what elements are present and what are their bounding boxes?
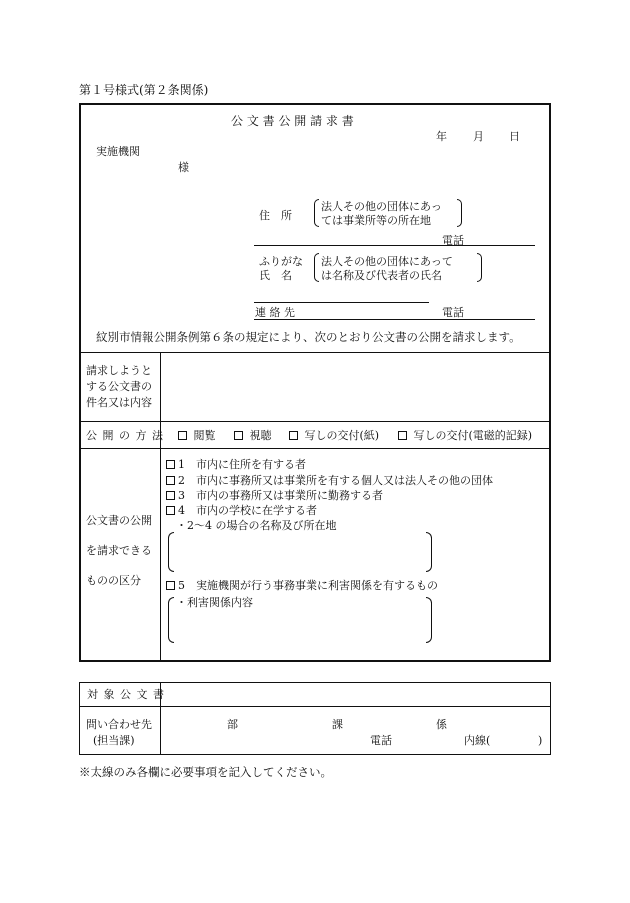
office-row-divider — [80, 706, 550, 707]
address-phone-label: 電話 — [442, 234, 464, 247]
name-note-line1: 法人その他の団体にあって — [321, 255, 453, 268]
note-2-4-input-area[interactable] — [176, 534, 428, 570]
contact-phone-label: 電話 — [442, 306, 464, 319]
method-option-view[interactable] — [178, 430, 216, 441]
date-month-label: 月 — [473, 130, 484, 143]
name-label: 氏 名 — [259, 269, 292, 282]
inquiry-unit-label: 係 — [436, 718, 447, 731]
category-note-5: ・利害関係内容 — [176, 596, 253, 609]
category-item-2[interactable] — [166, 475, 493, 486]
inquiry-label-line1: 問い合わせ先 — [86, 718, 152, 731]
contact-label: 連 絡 先 — [255, 306, 295, 319]
inquiry-label-line2: (担当課) — [93, 734, 135, 747]
category-item-1-label: 1 市内に住所を有する者 — [178, 458, 306, 471]
addressee-honorific: 様 — [178, 161, 189, 174]
method-option-paper-copy-label: 写しの交付(紙) — [304, 429, 380, 442]
date-day-label: 日 — [509, 130, 520, 143]
category-item-3-label: 3 市内の事務所又は事業所に勤務する者 — [178, 489, 383, 502]
category-label-line3: ものの区分 — [86, 574, 141, 587]
address-underline[interactable] — [254, 245, 535, 246]
request-statement: 紋別市情報公開条例第６条の規定により、次のとおり公文書の公開を請求します。 — [96, 330, 521, 344]
checkbox-category-1[interactable] — [166, 460, 175, 469]
checkbox-digital-copy[interactable] — [398, 431, 407, 440]
checkbox-category-2[interactable] — [166, 476, 175, 485]
category-item-4-label: 4 市内の学校に在学する者 — [178, 504, 317, 517]
name-note-bracket-left — [314, 253, 319, 282]
method-label: 公開の方法 — [86, 429, 169, 442]
category-label-line2: を請求できる — [86, 544, 152, 557]
method-option-watch-label: 視聴 — [249, 429, 272, 442]
inquiry-phone-label: 電話 — [370, 734, 392, 747]
label-column-divider — [160, 352, 161, 660]
name-note-line2: は名称及び代表者の氏名 — [321, 269, 442, 282]
address-label: 住 所 — [259, 209, 292, 222]
method-option-paper-copy[interactable] — [289, 430, 379, 441]
subject-label-line2: する公文書の — [86, 380, 152, 393]
subject-label-line3: 件名又は内容 — [86, 396, 152, 409]
category-item-1[interactable] — [166, 459, 306, 470]
category-item-2-label: 2 市内に事務所又は事業所を有する個人又は法人その他の団体 — [178, 474, 493, 487]
note-5-bracket-left — [168, 597, 174, 643]
checkbox-watch[interactable] — [234, 431, 243, 440]
addressee-label: 実施機関 — [96, 145, 140, 158]
inquiry-ext-close: ) — [538, 734, 543, 747]
name-note-bracket-right — [477, 253, 482, 282]
address-note-bracket-left — [314, 199, 319, 227]
checkbox-category-3[interactable] — [166, 491, 175, 500]
category-item-5-label: 5 実施機関が行う事務事業に利害関係を有するもの — [178, 579, 438, 592]
address-note-line2: ては事業所等の所在地 — [321, 214, 431, 227]
form-number: 第１号様式(第２条関係) — [79, 83, 209, 97]
furigana-label: ふりがな — [259, 255, 303, 268]
method-option-watch[interactable] — [234, 430, 272, 441]
category-item-3[interactable] — [166, 490, 383, 501]
category-label-line1: 公文書の公開 — [86, 514, 152, 527]
address-note-bracket-right — [457, 199, 462, 227]
inquiry-dept-label: 部 — [227, 718, 238, 731]
checkbox-category-4[interactable] — [166, 506, 175, 515]
checkbox-paper-copy[interactable] — [289, 431, 298, 440]
category-item-4[interactable] — [166, 505, 317, 516]
row-divider-3 — [81, 448, 549, 449]
name-underline[interactable] — [254, 302, 429, 303]
method-option-digital-copy[interactable] — [398, 430, 532, 441]
note-2-4-bracket-right — [426, 532, 432, 572]
note-5-bracket-right — [426, 597, 432, 643]
method-option-digital-copy-label: 写しの交付(電磁的記録) — [413, 429, 533, 442]
inquiry-ext-label: 内線( — [464, 734, 491, 747]
checkbox-category-5[interactable] — [166, 581, 175, 590]
row-divider-2 — [81, 421, 549, 422]
note-5-input-area[interactable] — [176, 610, 428, 642]
inquiry-section-label: 課 — [332, 718, 343, 731]
method-option-view-label: 閲覧 — [193, 429, 216, 442]
subject-input-area[interactable] — [162, 354, 548, 420]
form-title: 公 文 書 公 開 請 求 書 — [231, 114, 354, 128]
category-item-5[interactable] — [166, 580, 438, 591]
target-document-label: 対象公文書 — [87, 688, 170, 701]
note-2-4-bracket-left — [168, 532, 174, 572]
contact-underline[interactable] — [254, 319, 535, 320]
subject-label-line1: 請求しようと — [86, 364, 152, 377]
date-year-label: 年 — [436, 130, 447, 143]
address-note-line1: 法人その他の団体にあっ — [321, 200, 442, 213]
category-note-2-4: ・2〜4 の場合の名称及び所在地 — [176, 519, 337, 532]
footnote: ※太線のみ各欄に必要事項を記入してください。 — [79, 765, 332, 779]
target-document-field[interactable] — [162, 684, 549, 705]
checkbox-view[interactable] — [178, 431, 187, 440]
row-divider-1 — [81, 352, 549, 353]
